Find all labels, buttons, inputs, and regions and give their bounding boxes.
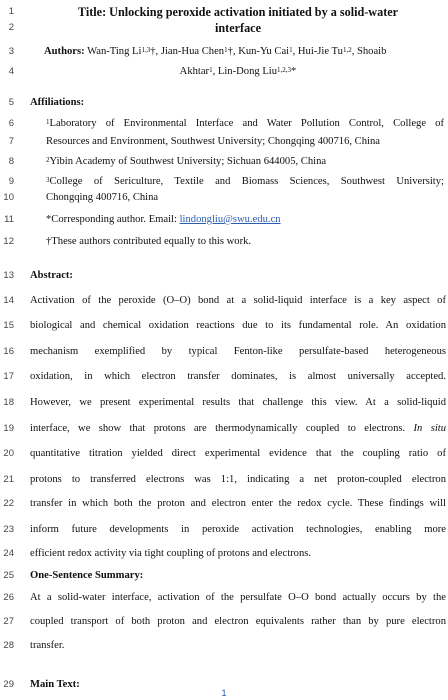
page-number: 1 — [221, 688, 227, 699]
abstract-text: Activation of the peroxide (O–O) bond at a solid-liquid interface is a key aspect of — [30, 295, 446, 306]
abstract-line — [30, 371, 446, 383]
abstract-line — [30, 524, 446, 536]
affiliation-line — [46, 176, 444, 188]
author-affiliation-mark: 1 — [224, 46, 228, 54]
abstract-line — [30, 448, 446, 460]
author-note-mark: , — [212, 66, 218, 77]
line-number: 19 — [3, 423, 14, 434]
line-number: 5 — [8, 97, 14, 108]
main-text-heading: Main Text: — [30, 679, 80, 690]
author-line — [44, 46, 444, 58]
author-note-mark: †, — [227, 46, 239, 57]
line-number: 17 — [3, 371, 14, 382]
affiliation-line — [46, 156, 444, 168]
author-note-mark: †, — [150, 46, 161, 57]
email-link[interactable]: lindongliu@swu.edu.cn — [179, 214, 281, 225]
line-number: 29 — [3, 679, 14, 690]
affiliation-line — [46, 192, 444, 204]
affiliation-text: Yibin Academy of Southwest University; Sichuan 644005, China — [49, 156, 327, 167]
summary-line: transfer. — [30, 640, 65, 651]
paper-title: interface — [214, 21, 261, 35]
line-number: 14 — [3, 295, 14, 306]
author-name: Wan-Ting Li — [87, 46, 142, 57]
abstract-line — [30, 474, 446, 486]
author-name: Shoaib — [356, 46, 387, 57]
abstract-text: transfer in which both the proton and electron enter the redox cycle. These findings will — [30, 498, 446, 509]
line-number: 23 — [3, 524, 14, 535]
abstract-text: biological and chemical oxidation reactions due to its fundamental role. An oxidation — [30, 320, 446, 331]
author-affiliation-mark: 1,2,3 — [277, 66, 292, 74]
abstract-text: protons to transferred electrons was 1:1, indicating a net proton-coupled electron — [30, 474, 446, 485]
summary-line: At a solid-water interface, activation of the persulfate O–O bond actually occurs by the — [30, 592, 446, 603]
affiliation-number: 3 — [46, 176, 50, 184]
line-number: 25 — [3, 570, 14, 581]
abstract-text: However, we present experimental results that challenge this view. At a solid-liquid — [30, 397, 446, 408]
line-number: 20 — [3, 448, 14, 459]
abstract-line — [30, 397, 446, 409]
affiliation-text: Laboratory of Environmental Interface and Water Pollution Control, College of — [49, 118, 444, 129]
corresponding-label: *Corresponding author. Email: — [46, 214, 180, 225]
affiliation-text: College of Sericulture, Textile and Biomass Sciences, Southwest University; — [49, 176, 444, 187]
corresponding-author — [46, 214, 448, 226]
affiliation-text: Chongqing 400716, China — [46, 192, 159, 203]
author-note-mark: , — [351, 46, 357, 57]
line-number: 21 — [3, 474, 14, 485]
italic-term: In situ — [413, 423, 447, 434]
abstract-text: efficient redox activity via tight coupling of protons and electrons. — [30, 548, 312, 559]
affiliation-number: 2 — [46, 156, 50, 164]
paper-title: Title: Unlocking peroxide activation initiated by a solid-water — [77, 5, 399, 19]
line-number: 15 — [3, 320, 14, 331]
line-number: 12 — [3, 236, 14, 247]
line-number: 24 — [3, 548, 14, 559]
abstract-line — [30, 295, 446, 307]
author-affiliation-mark: 1,3 — [141, 46, 151, 54]
author-affiliation-mark: 1 — [289, 46, 293, 54]
abstract-text: quantitative titration yielded direct experimental evidence that the coupling ratio of — [30, 448, 446, 459]
line-number: 27 — [3, 616, 14, 627]
line-number: 1 — [8, 6, 14, 17]
author-line — [30, 66, 446, 78]
author-note-mark: * — [291, 66, 297, 77]
line-number: 26 — [3, 592, 14, 603]
author-affiliation-mark: 1,2 — [342, 46, 352, 54]
abstract-heading: Abstract: — [30, 270, 73, 281]
author-note-mark: , — [292, 46, 298, 57]
line-number: 2 — [8, 22, 14, 33]
line-number: 10 — [3, 192, 14, 203]
abstract-text: inform future developments in peroxide activation technologies, enabling more — [30, 524, 446, 535]
author-name: Akhtar — [179, 66, 210, 77]
affiliation-text: Resources and Environment, Southwest University; Chongqing 400716, China — [46, 136, 380, 147]
line-number: 13 — [3, 270, 14, 281]
abstract-line — [30, 498, 446, 510]
abstract-line — [30, 548, 446, 560]
abstract-line — [30, 423, 446, 435]
affiliation-line — [46, 136, 444, 148]
line-number: 6 — [8, 118, 14, 129]
affiliation-number: 1 — [46, 118, 50, 126]
abstract-line — [30, 320, 446, 332]
equal-contribution-note: †These authors contributed equally to this work. — [46, 236, 252, 247]
affiliations-heading: Affiliations: — [30, 97, 85, 108]
line-number: 11 — [4, 214, 14, 225]
author-affiliation-mark: 1 — [209, 66, 213, 74]
line-number: 16 — [3, 346, 14, 357]
line-number: 7 — [8, 136, 14, 147]
line-number: 4 — [8, 66, 14, 77]
line-number: 9 — [8, 176, 14, 187]
line-number: 22 — [3, 498, 14, 509]
author-name: Hui-Jie Tu — [297, 46, 343, 57]
abstract-line — [30, 346, 446, 358]
line-number: 18 — [3, 397, 14, 408]
author-name: Kun-Yu Cai — [238, 46, 290, 57]
affiliation-line — [46, 118, 444, 130]
author-name: Jian-Hua Chen — [160, 46, 225, 57]
authors-label: Authors: — [44, 46, 85, 57]
abstract-text: mechanism exemplified by typical Fenton-like persulfate-based heterogeneous — [30, 346, 446, 357]
summary-line: coupled transport of both proton and electron equivalents rather than by pure electron — [30, 616, 446, 627]
line-number: 3 — [8, 46, 14, 57]
summary-heading: One-Sentence Summary: — [30, 570, 144, 581]
author-name: Lin-Dong Liu — [217, 66, 278, 77]
abstract-text: oxidation, in which electron transfer dominates, is almost universally accepted. — [30, 371, 446, 382]
abstract-text: interface, we show that protons are thermodynamically coupled to electrons. — [30, 423, 414, 434]
line-number: 28 — [3, 640, 14, 651]
line-number: 8 — [8, 156, 14, 167]
